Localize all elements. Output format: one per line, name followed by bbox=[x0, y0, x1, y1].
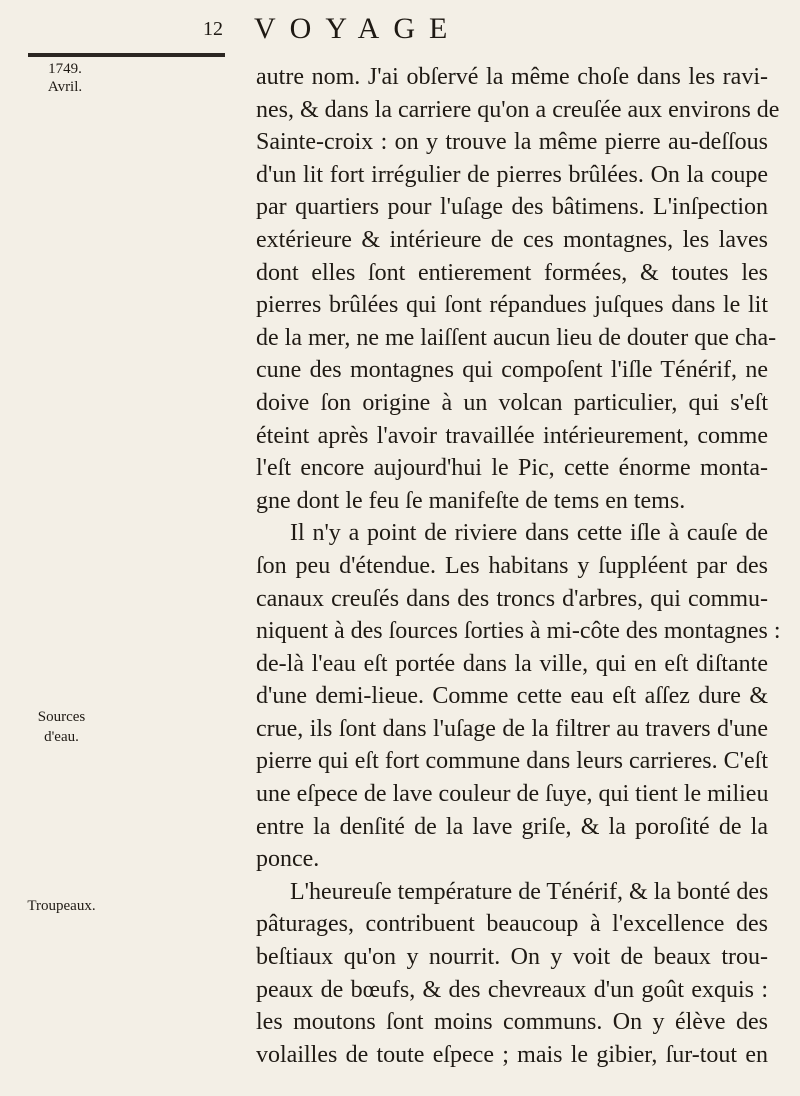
body-line: dont elles ſont entierement formées, & toutes les bbox=[256, 259, 768, 286]
body-line: Sainte-croix : on y trouve la même pierre au-deſſous bbox=[256, 129, 768, 156]
body-line: d'un lit fort irrégulier de pierres brûlées. On la coupe bbox=[256, 161, 768, 188]
body-line: niquent à des ſources ſorties à mi-côte des montagnes : bbox=[256, 618, 781, 645]
body-line: ponce. bbox=[256, 846, 320, 873]
body-line: nes, & dans la carriere qu'on a creuſée aux environs de bbox=[256, 96, 780, 123]
running-head: VOYAGE bbox=[254, 12, 462, 45]
body-line: volailles de toute eſpece ; mais le gibier, ſur-tout en bbox=[256, 1041, 768, 1068]
margin-note-sources-line-2: d'eau. bbox=[44, 729, 79, 745]
body-line: pierre qui eſt fort commune dans leurs carrieres. C'eſt bbox=[256, 748, 768, 775]
margin-month: Avril. bbox=[47, 79, 83, 95]
body-line: par quartiers pour l'uſage des bâtimens. L'inſpection bbox=[256, 194, 768, 221]
body-line: gne dont le feu ſe manifeſte de tems en tems. bbox=[256, 487, 686, 514]
body-text bbox=[256, 61, 781, 1071]
body-line: une eſpece de lave couleur de ſuye, qui tient le milieu bbox=[256, 781, 769, 808]
body-line: pâturages, contribuent beaucoup à l'excellence des bbox=[256, 911, 768, 938]
margin-date bbox=[30, 60, 100, 96]
body-line: entre la denſité de la lave griſe, & la poroſité de la bbox=[256, 813, 768, 840]
header-rule bbox=[28, 53, 225, 57]
body-line: autre nom. J'ai obſervé la même choſe dans les ravi- bbox=[256, 64, 768, 90]
body-line: beſtiaux qu'on y nourrit. On y voit de beaux trou- bbox=[256, 944, 768, 971]
body-line: canaux creuſés dans des troncs d'arbres, qui commu- bbox=[256, 585, 768, 612]
margin-year: 1749. bbox=[48, 61, 82, 77]
body-line: ſon peu d'étendue. Les habitans y ſuppléent par des bbox=[256, 552, 768, 579]
body-line: pierres brûlées qui ſont répandues juſques dans le lit bbox=[256, 292, 768, 319]
body-line: crue, ils ſont dans l'uſage de la filtrer au travers d'une bbox=[256, 715, 768, 742]
body-line: d'une demi-lieue. Comme cette eau eſt aſſez dure & bbox=[256, 683, 768, 710]
body-line: de la mer, ne me laiſſent aucun lieu de douter que cha- bbox=[256, 324, 777, 351]
body-line: doive ſon origine à un volcan particulier, qui s'eſt bbox=[256, 389, 768, 416]
body-line: cune des montagnes qui compoſent l'iſle Ténérif, ne bbox=[256, 357, 768, 384]
body-line: l'eſt encore aujourd'hui le Pic, cette énorme monta- bbox=[256, 455, 768, 482]
body-line: peaux de bœufs, & des chevreaux d'un goût exquis : bbox=[256, 976, 768, 1003]
margin-note-sources bbox=[14, 707, 109, 747]
body-line: Il n'y a point de riviere dans cette iſle à cauſe de bbox=[290, 520, 768, 547]
body-line: L'heureuſe température de Ténérif, & la bonté des bbox=[290, 878, 769, 905]
body-line: les moutons ſont moins communs. On y élève des bbox=[256, 1009, 768, 1036]
margin-note-troupeaux: Troupeaux. bbox=[27, 898, 96, 914]
margin-note-sources-line-1: Sources bbox=[37, 709, 86, 725]
page-number: 12 bbox=[203, 18, 223, 40]
body-line: de-là l'eau eſt portée dans la ville, qui en eſt diſtante bbox=[256, 650, 768, 677]
body-line: éteint après l'avoir travaillée intérieurement, comme bbox=[256, 422, 768, 449]
body-line: extérieure & intérieure de ces montagnes, les laves bbox=[256, 226, 768, 253]
